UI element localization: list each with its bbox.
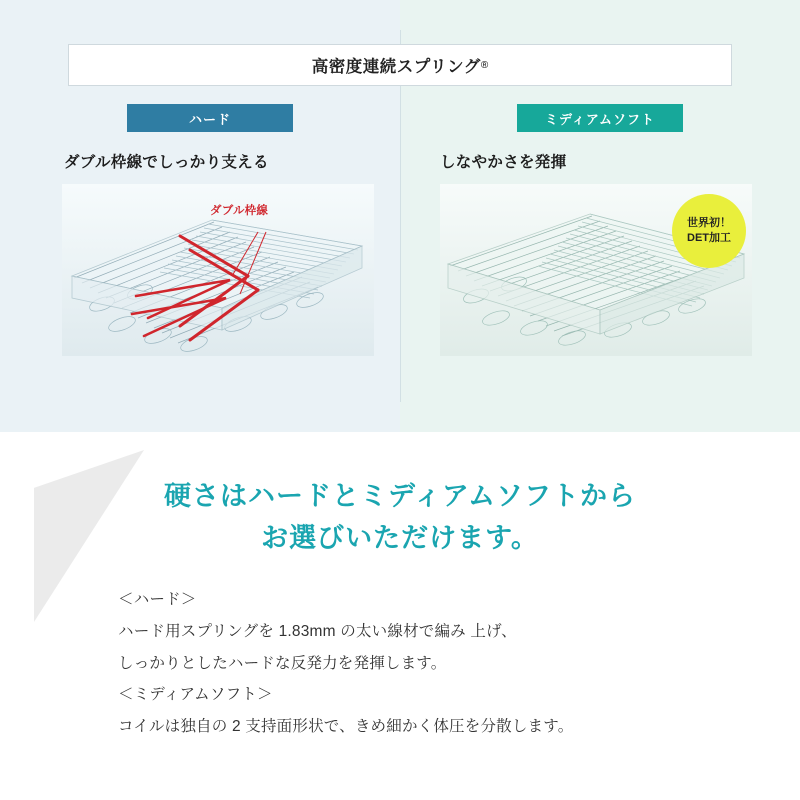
body-line-4: ＜ミディアムソフト＞ bbox=[118, 686, 273, 704]
badge-line-1: 世界初！ bbox=[687, 217, 731, 230]
body-line-5: コイルは独自の 2 支持面形状で、きめ細かく体圧を分散します。 bbox=[118, 718, 574, 736]
photo-hard-spring bbox=[62, 184, 374, 356]
sub-head-hard: ダブル枠線でしっかり支える bbox=[64, 154, 269, 171]
tag-hard-label: ハード bbox=[188, 111, 231, 127]
badge-line-2: DET加工 bbox=[687, 232, 731, 244]
panel-title-box bbox=[68, 44, 732, 86]
tag-medium-soft-label: ミディアムソフト bbox=[544, 111, 656, 127]
headline bbox=[0, 476, 800, 560]
annotation-double-frame: ダブル枠線 bbox=[210, 205, 269, 217]
tag-hard bbox=[127, 104, 293, 132]
headline-line-1: 硬さはハードとミディアムソフトから bbox=[164, 481, 636, 511]
tag-medium-soft bbox=[517, 104, 683, 132]
body-line-3: しっかりとしたハードな反発力を発揮します。 bbox=[118, 654, 447, 672]
panel-title: 高密度連続スプリング bbox=[311, 58, 481, 76]
description-section bbox=[0, 432, 800, 800]
registered-mark: ® bbox=[480, 59, 489, 71]
sub-head-medium-soft: しなやかさを発揮 bbox=[440, 154, 567, 171]
body-line-1: ＜ハード＞ bbox=[118, 591, 197, 608]
body-copy bbox=[118, 584, 758, 743]
badge-world-first bbox=[672, 194, 746, 268]
headline-line-2: お選びいただけます。 bbox=[261, 522, 539, 553]
body-line-2: ハード用スプリングを 1.83mm の太い線材で編み 上げ、 bbox=[118, 622, 517, 640]
photo-medium-soft-spring bbox=[440, 184, 752, 356]
